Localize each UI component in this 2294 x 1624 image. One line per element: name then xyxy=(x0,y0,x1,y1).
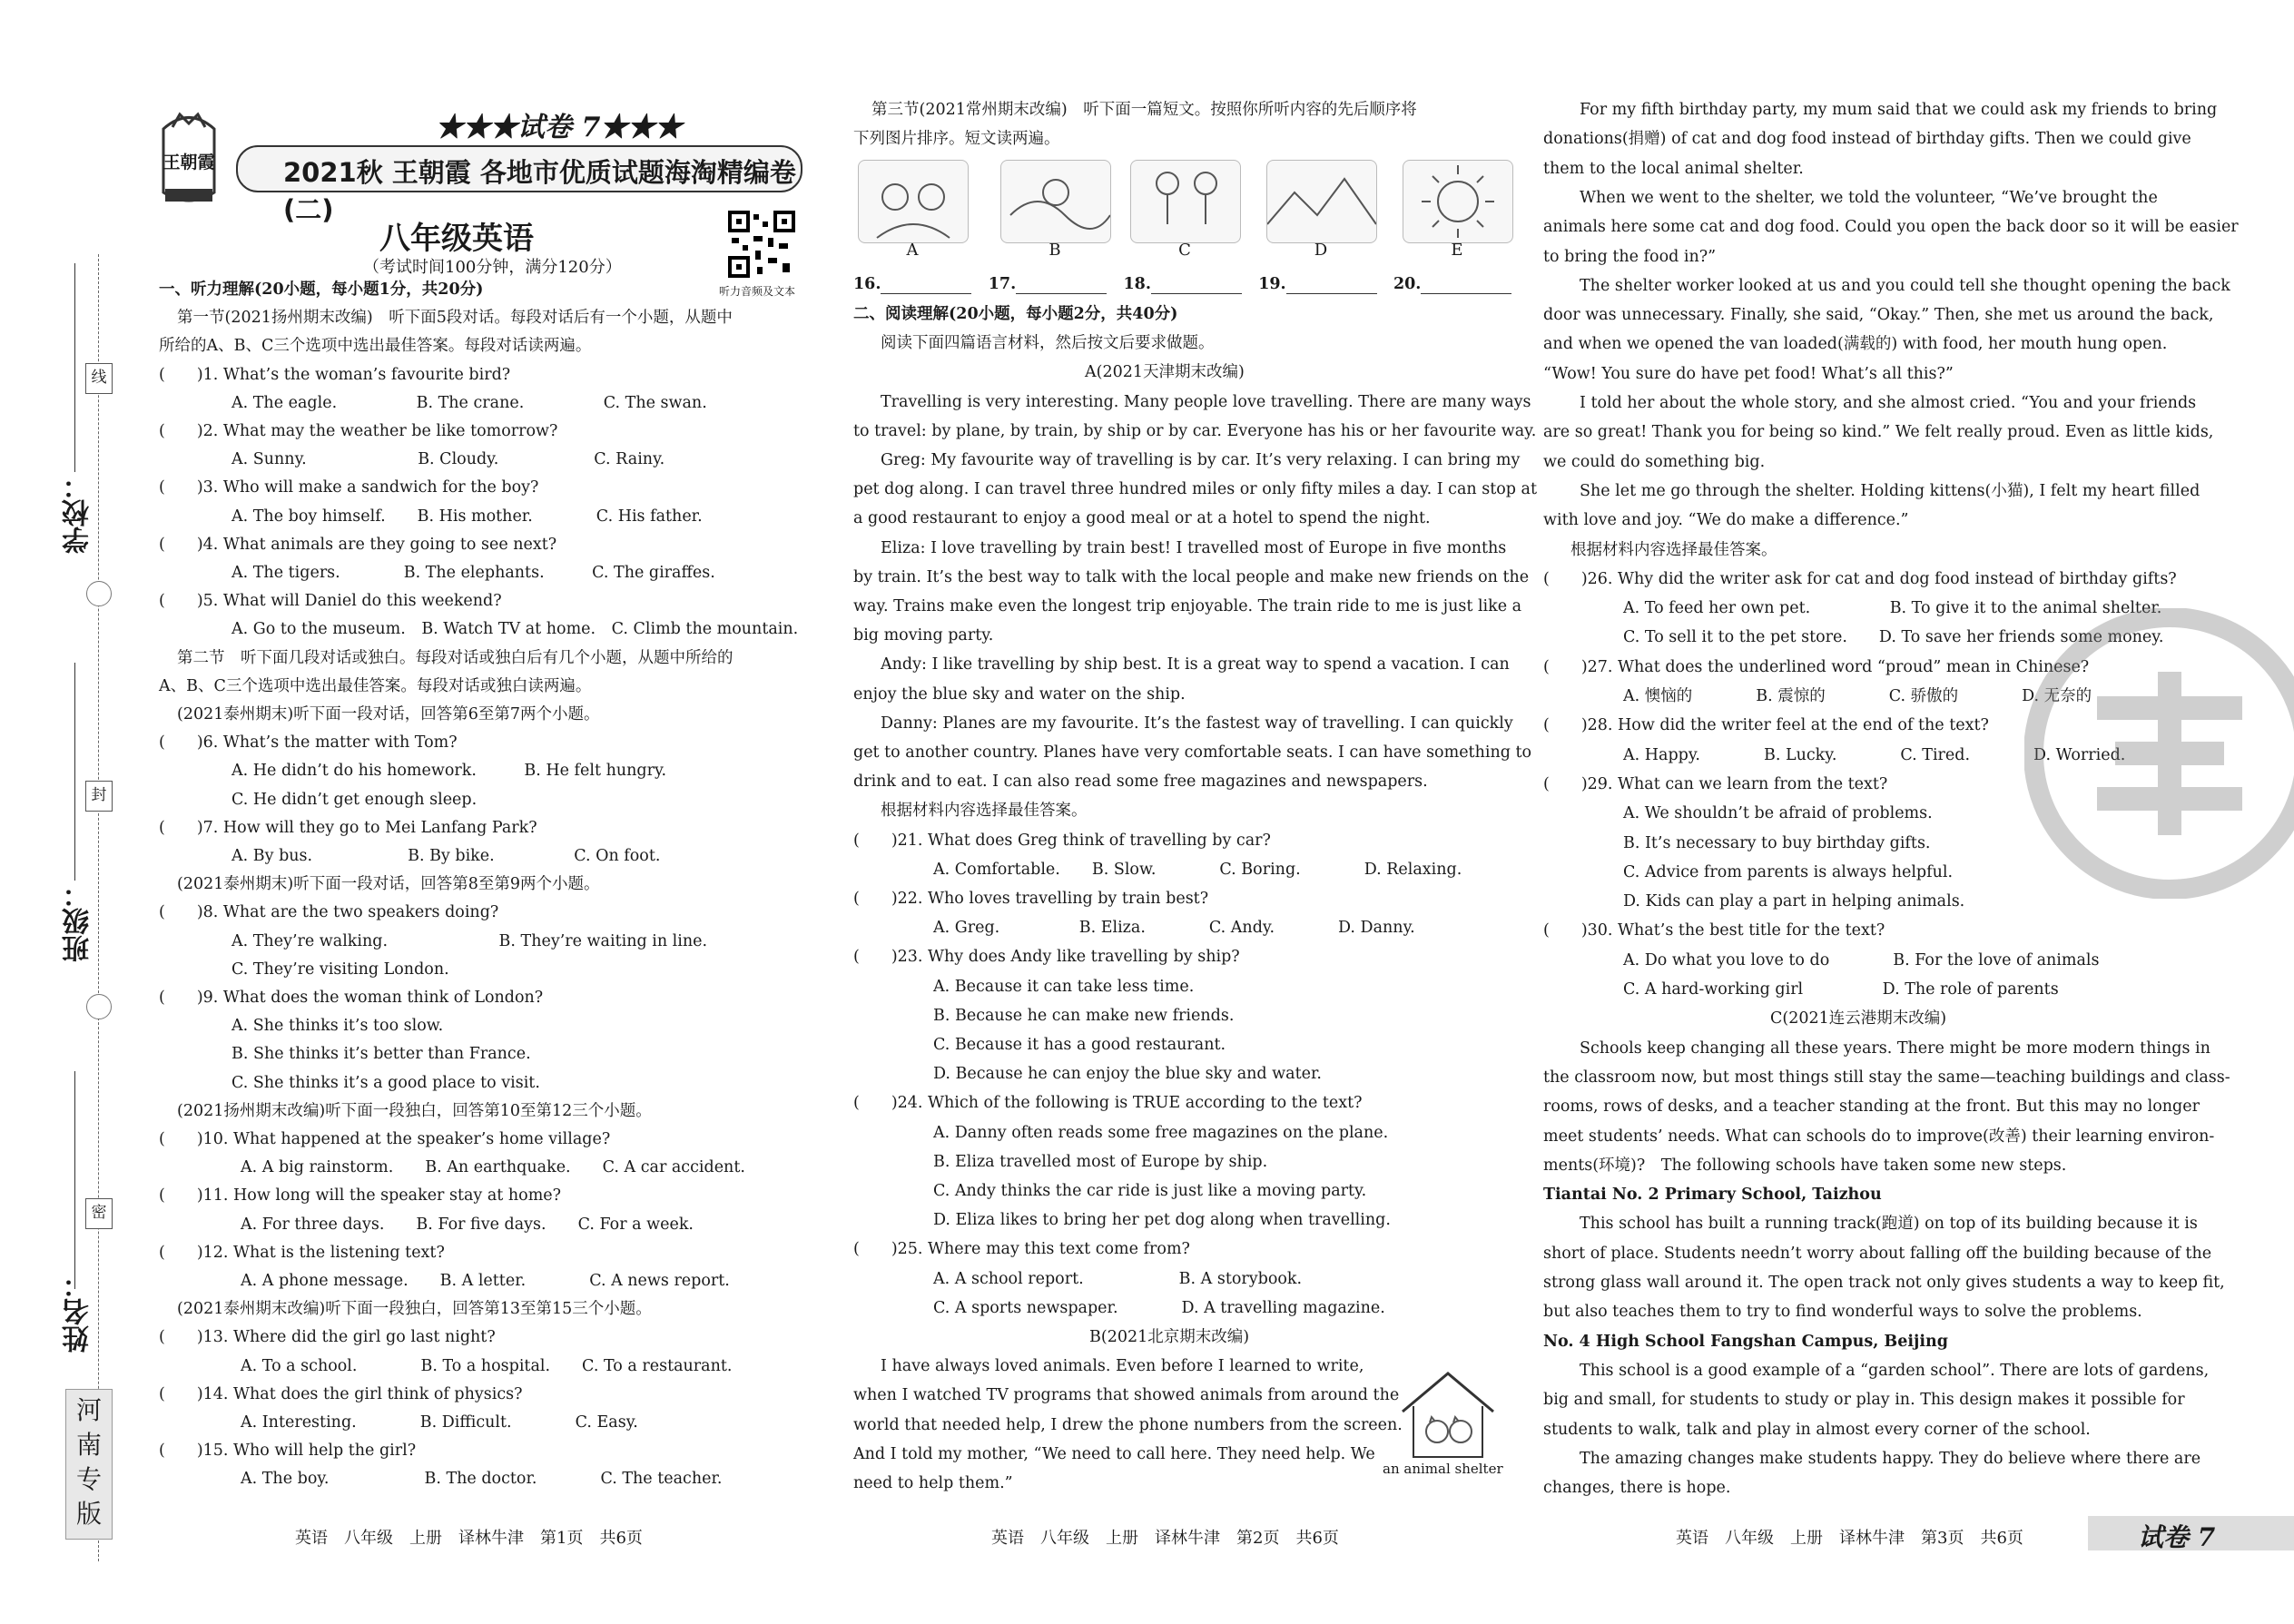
text-line: by train. It’s the best way to talk with the local people and make new friends on the xyxy=(853,567,1530,586)
watermark-stamp xyxy=(2024,608,2294,899)
text-line: door was unnecessary. Finally, she said, “Okay.” Then, she met us around the back, xyxy=(1543,306,2214,325)
question-item[interactable]: ( )6. What’s the matter with Tom? xyxy=(159,733,458,753)
answer-blanks[interactable]: 16. 17. 18. 19. 20. xyxy=(853,274,1511,294)
text-line: D. Eliza likes to bring her pet dog along when travelling. xyxy=(933,1211,1391,1230)
text-line: A. To a school. B. To a hospital. C. To a restaurant. xyxy=(241,1356,733,1375)
text-line: A. We shouldn’t be afraid of problems. xyxy=(1623,804,1933,823)
picture-c xyxy=(1130,160,1241,243)
school-label: 学校： xyxy=(63,472,94,554)
text-line: changes, there is hope. xyxy=(1543,1479,1731,1498)
text-line: She let me go through the shelter. Holding kittens(小猫), I felt my heart filled xyxy=(1580,481,2200,500)
text-line: drink and to eat. I can also read some free magazines and newspapers. xyxy=(853,773,1428,792)
text-line: 阅读下面四篇语言材料，然后按文后要求做题。 xyxy=(881,334,1215,353)
question-item[interactable]: ( )26. Why did the writer ask for cat and dog food instead of birthday gifts? xyxy=(1543,569,2177,588)
text-line: a good restaurant to enjoy a good meal or at a hotel to spend the night. xyxy=(853,509,1431,528)
text-line: B. Because he can make new friends. xyxy=(933,1006,1235,1025)
question-item[interactable]: ( )1. What’s the woman’s favourite bird? xyxy=(159,365,511,384)
text-line: The amazing changes make students happy. They do believe where there are xyxy=(1580,1449,2201,1468)
text-line: Tiantai No. 2 Primary School, Taizhou xyxy=(1543,1186,1882,1205)
text-line: Travelling is very interesting. Many people love travelling. There are many ways xyxy=(881,392,1531,411)
text-line: A. He didn’t do his homework. B. He felt hungry. xyxy=(231,762,667,781)
text-line: D. Because he can enjoy the blue sky and water. xyxy=(933,1065,1322,1084)
text-line: A(2021天津期末改编) xyxy=(1085,363,1245,382)
text-line: way. Trains make even the longest trip enjoyable. The train ride to me is just like a xyxy=(853,597,1522,615)
text-line: A、B、C三个选项中选出最佳答案。每段对话或独白读两遍。 xyxy=(159,676,592,695)
question-item[interactable]: ( )27. What does the underlined word “proud” mean in Chinese? xyxy=(1543,657,2090,676)
footer-page-1: 英语 八年级 上册 译林牛津 第1页 共6页 xyxy=(295,1529,643,1548)
text-line: enjoy the blue sky and water on the ship. xyxy=(853,684,1186,704)
question-item[interactable]: ( )3. Who will make a sandwich for the boy? xyxy=(159,478,539,497)
text-line: I told her about the whole story, and she almost cried. “You and your friends xyxy=(1580,394,2197,412)
text-line: to bring the food in?” xyxy=(1543,247,1717,266)
text-line: This school has built a running track(跑道) on top of its building because it is xyxy=(1580,1215,2198,1234)
text-line: A. 懊恼的 B. 震惊的 C. 骄傲的 D. 无奈的 xyxy=(1623,687,2092,705)
text-line: pet dog along. I can travel three hundred miles or only fifty miles a day. I can stop at xyxy=(853,480,1538,499)
edition-badge: 河 南 专 版 xyxy=(65,1389,113,1540)
text-line: animals here some cat and dog food. Could you open the back door so it will be easier xyxy=(1543,218,2239,237)
picture-b xyxy=(1000,160,1111,243)
series-title: 2021秋 王朝霞 各地市优质试题海淘精编卷(二) xyxy=(236,145,802,192)
question-item[interactable]: ( )25. Where may this text come from? xyxy=(853,1240,1190,1259)
text-line: but also teaches them to try to find wonderful ways to solve the problems. xyxy=(1543,1303,2142,1322)
text-line: A. To feed her own pet. B. To give it to the animal shelter. xyxy=(1623,599,2162,618)
text-line: rooms, rows of desks, and a teacher standing at the front. But this may no longer xyxy=(1543,1097,2200,1117)
text-line: 第一节(2021扬州期末改编) 听下面5段对话。每段对话后有一个小题，从题中 xyxy=(177,309,733,328)
text-line: This school is a good example of a “garden school”. There are lots of gardens, xyxy=(1580,1361,2210,1380)
picture-e xyxy=(1403,160,1513,243)
question-item[interactable]: ( )28. How did the writer feel at the end of the text? xyxy=(1543,716,1989,735)
text-line: 二、阅读理解(20小题，每小题2分，共40分) xyxy=(853,305,1178,323)
text-line: A. Happy. B. Lucky. C. Tired. D. Worried. xyxy=(1623,745,2126,764)
text-line: strong glass wall around it. The open track not only gives students a way to keep fit, xyxy=(1543,1274,2225,1292)
text-line: A. The boy himself. B. His mother. C. His father. xyxy=(231,507,703,526)
text-line: D. Kids can play a part in helping animals. xyxy=(1623,892,1965,911)
picture-label: E xyxy=(1451,241,1463,260)
question-item[interactable]: ( )2. What may the weather be like tomorrow? xyxy=(159,422,558,440)
text-line: When we went to the shelter, we told the volunteer, “We’ve brought the xyxy=(1580,188,2158,207)
text-line: 第二节 听下面几段对话或独白。每段对话或独白后有几个小题，从题中所给的 xyxy=(177,648,733,667)
question-item[interactable]: ( )9. What does the woman think of London? xyxy=(159,989,544,1007)
question-item[interactable]: ( )30. What’s the best title for the text? xyxy=(1543,921,1885,940)
picture-a xyxy=(858,160,969,243)
class-line xyxy=(74,663,75,881)
footer-page-2: 英语 八年级 上册 译林牛津 第2页 共6页 xyxy=(991,1529,1339,1548)
picture-label: C xyxy=(1178,241,1191,260)
name-line xyxy=(74,1071,75,1289)
text-line: I have always loved animals. Even before I learned to write, xyxy=(881,1357,1364,1376)
text-line: A. They’re walking. B. They’re waiting in line. xyxy=(231,931,708,950)
text-line: Danny: Planes are my favourite. It’s the fastest way of travelling. I can quickly xyxy=(881,714,1513,733)
name-label: 姓名： xyxy=(63,1271,94,1353)
brand-logo: 王朝霞 xyxy=(153,102,225,211)
picture-label: B xyxy=(1049,241,1061,260)
text-line: A. Interesting. B. Difficult. C. Easy. xyxy=(241,1413,638,1432)
text-line: And I told my mother, “We need to call here. They need help. We xyxy=(853,1444,1375,1463)
question-item[interactable]: ( )11. How long will the speaker stay at home? xyxy=(159,1186,562,1206)
text-line: need to help them.” xyxy=(853,1474,1013,1492)
text-line: Greg: My favourite way of travelling is by car. It’s very relaxing. I can bring my xyxy=(881,451,1521,469)
column-page-1 xyxy=(159,280,812,1624)
question-item[interactable]: ( )13. Where did the girl go last night? xyxy=(159,1328,496,1347)
text-line: when I watched TV programs that showed animals from around the xyxy=(853,1386,1400,1405)
text-line: Schools keep changing all these years. There might be more modern things in xyxy=(1580,1038,2210,1058)
seal-box-seal: 封 xyxy=(85,781,113,812)
text-line: C. Because it has a good restaurant. xyxy=(933,1036,1226,1054)
text-line: 根据材料内容选择最佳答案。 xyxy=(881,802,1088,821)
text-line: A. Greg. B. Eliza. C. Andy. D. Danny. xyxy=(933,919,1415,938)
hole-mark xyxy=(86,994,112,1019)
exam-info: （考试时间100分钟，满分120分） xyxy=(363,258,622,277)
text-line: students to walk, talk and play in almost every corner of the school. xyxy=(1543,1420,2091,1439)
subject-title: 八年级英语 xyxy=(379,221,534,257)
text-line: 根据材料内容选择最佳答案。 xyxy=(1570,540,1777,559)
text-line: The shelter worker looked at us and you could tell she thought opening the back xyxy=(1580,276,2230,295)
text-line: C. They’re visiting London. xyxy=(231,960,449,979)
text-line: donations(捐赠) of cat and dog food instead of birthday gifts. Then we could give xyxy=(1543,130,2191,149)
footer-page-3: 英语 八年级 上册 译林牛津 第3页 共6页 xyxy=(1676,1529,2023,1548)
question-item[interactable]: ( )21. What does Greg think of travelling by car? xyxy=(853,831,1271,850)
text-line: C. He didn’t get enough sleep. xyxy=(231,790,478,809)
text-line: (2021扬州期末改编)听下面一段独白，回答第10至第12三个小题。 xyxy=(177,1101,652,1120)
picture-label: D xyxy=(1314,241,1328,260)
question-item[interactable]: ( )5. What will Daniel do this weekend? xyxy=(159,592,502,611)
text-line: C. Advice from parents is always helpful. xyxy=(1623,862,1954,881)
text-line: A. A school report. B. A storybook. xyxy=(933,1269,1303,1288)
text-line: A. For three days. B. For five days. C. For a week. xyxy=(241,1215,694,1234)
question-item[interactable]: ( )22. Who loves travelling by train best? xyxy=(853,890,1209,908)
text-line: B. It’s necessary to buy birthday gifts. xyxy=(1623,833,1931,852)
question-item[interactable]: ( )23. Why does Andy like travelling by ship? xyxy=(853,948,1240,967)
picture-label: A xyxy=(906,241,919,260)
text-line: B. Eliza travelled most of Europe by ship. xyxy=(933,1152,1268,1171)
text-line: A. Sunny. B. Cloudy. C. Rainy. xyxy=(231,450,665,469)
hole-mark xyxy=(86,581,112,606)
text-line: with love and joy. “We do make a difference.” xyxy=(1543,511,1909,530)
text-line: big moving party. xyxy=(853,626,994,645)
text-line: meet students’ needs. What can schools do to improve(改善) their learning environ- xyxy=(1543,1127,2215,1146)
text-line: we could do something big. xyxy=(1543,452,1766,471)
text-line: A. Danny often reads some free magazines on the plane. xyxy=(933,1123,1389,1142)
question-item[interactable]: ( )14. What does the girl think of physics? xyxy=(159,1384,523,1403)
text-line: Andy: I like travelling by ship best. It is a great way to spend a vacation. I can xyxy=(881,655,1510,674)
text-line: For my fifth birthday party, my mum said that we could ask my friends to bring xyxy=(1580,101,2218,119)
seal-box-line: 线 xyxy=(85,363,113,394)
text-line: C(2021连云港期末改编) xyxy=(1770,1009,1947,1029)
question-item[interactable]: ( )4. What animals are they going to see next? xyxy=(159,535,557,554)
text-line: to travel: by plane, by train, by ship or by car. Everyone has his or her favourite way. xyxy=(853,421,1537,440)
text-line: ments(环境)? The following schools have taken some new steps. xyxy=(1543,1156,2067,1175)
text-line: C. To sell it to the pet store. D. To save her friends some money. xyxy=(1623,628,2164,647)
qr-caption: 听力音频及文本 xyxy=(719,285,796,298)
class-label: 班级： xyxy=(63,881,94,962)
picture-d xyxy=(1266,160,1377,243)
question-item[interactable]: ( )12. What is the listening text? xyxy=(159,1243,445,1262)
text-line: and when we opened the van loaded(满载的) with food, her mouth hung open. xyxy=(1543,335,2168,354)
question-item[interactable]: ( )8. What are the two speakers doing? xyxy=(159,903,499,922)
text-line: (2021泰州期末)听下面一段对话，回答第8至第9两个小题。 xyxy=(177,875,600,894)
text-line: A. She thinks it’s too slow. xyxy=(231,1017,444,1036)
text-line: A. Because it can take less time. xyxy=(933,977,1195,996)
question-item[interactable]: ( )24. Which of the following is TRUE according to the text? xyxy=(853,1094,1363,1113)
text-line: A. Do what you love to do B. For the love of animals xyxy=(1623,950,2100,969)
text-line: the classroom now, but most things still stay the same—teaching buildings and class- xyxy=(1543,1068,2230,1087)
text-line: C. She thinks it’s a good place to visit. xyxy=(231,1073,540,1092)
text-line: 一、听力理解(20小题，每小题1分，共20分) xyxy=(159,281,484,299)
text-line: A. A phone message. B. A letter. C. A news report. xyxy=(241,1272,730,1290)
text-line: are so great! Thank you for being so kind.” We felt really proud. Even as little kids, xyxy=(1543,423,2214,442)
text-line: A. A big rainstorm. B. An earthquake. C. A car accident. xyxy=(241,1158,745,1177)
qr-code[interactable] xyxy=(728,211,795,278)
text-line: A. Comfortable. B. Slow. C. Boring. D. Relaxing. xyxy=(933,860,1462,879)
question-item[interactable]: ( )7. How will they go to Mei Lanfang Park? xyxy=(159,818,537,837)
text-line: world that needed help, I drew the phone numbers from the screen. xyxy=(853,1415,1403,1434)
text-line: (2021泰州期末改编)听下面一段独白，回答第13至第15三个小题。 xyxy=(177,1300,652,1319)
text-line: A. The tigers. B. The elephants. C. The giraffes. xyxy=(231,564,715,582)
text-line: big and small, for students to study or play in. This design makes it possible for xyxy=(1543,1391,2185,1410)
text-line: get to another country. Planes have very comfortable seats. I can have something to xyxy=(853,743,1532,762)
text-line: C. Andy thinks the car ride is just like a moving party. xyxy=(933,1182,1367,1200)
text-line: A. The eagle. B. The crane. C. The swan. xyxy=(231,393,707,412)
text-line: Eliza: I love travelling by train best! I travelled most of Europe in five months xyxy=(881,538,1507,557)
text-line: 所给的A、B、C三个选项中选出最佳答案。每段对话读两遍。 xyxy=(159,337,592,356)
text-line: C. A sports newspaper. D. A travelling magazine. xyxy=(933,1298,1385,1317)
text-line: “Wow! You sure do have pet food! What’s all this?” xyxy=(1543,364,1954,383)
paper-number: ★★★试卷 7★★★ xyxy=(436,112,683,143)
text-line: them to the local animal shelter. xyxy=(1543,159,1804,178)
question-item[interactable]: ( )10. What happened at the speaker’s home village? xyxy=(159,1130,611,1148)
text-line: A. Go to the museum. B. Watch TV at home. C. Climb the mountain. xyxy=(231,620,799,639)
text-line: A. The boy. B. The doctor. C. The teacher. xyxy=(241,1470,723,1489)
text-line: C. A hard-working girl D. The role of parents xyxy=(1623,980,2059,999)
question-item[interactable]: ( )15. Who will help the girl? xyxy=(159,1442,417,1461)
text-line: A. By bus. B. By bike. C. On foot. xyxy=(231,847,661,865)
shelter-illustration: an animal shelter xyxy=(1393,1366,1502,1475)
seal-box-secret: 密 xyxy=(85,1198,113,1229)
text-line: short of place. Students needn’t worry about falling off the building because of the xyxy=(1543,1244,2212,1263)
text-line: B(2021北京期末改编) xyxy=(1089,1328,1250,1346)
paper-tag: 试卷 7 xyxy=(2088,1516,2294,1550)
text-line: No. 4 High School Fangshan Campus, Beijing xyxy=(1543,1332,1948,1351)
text-line: B. She thinks it’s better than France. xyxy=(231,1045,531,1064)
text-line: (2021泰州期末)听下面一段对话，回答第6至第7两个小题。 xyxy=(177,705,600,723)
question-item[interactable]: ( )29. What can we learn from the text? xyxy=(1543,774,1888,793)
school-line xyxy=(74,263,75,472)
